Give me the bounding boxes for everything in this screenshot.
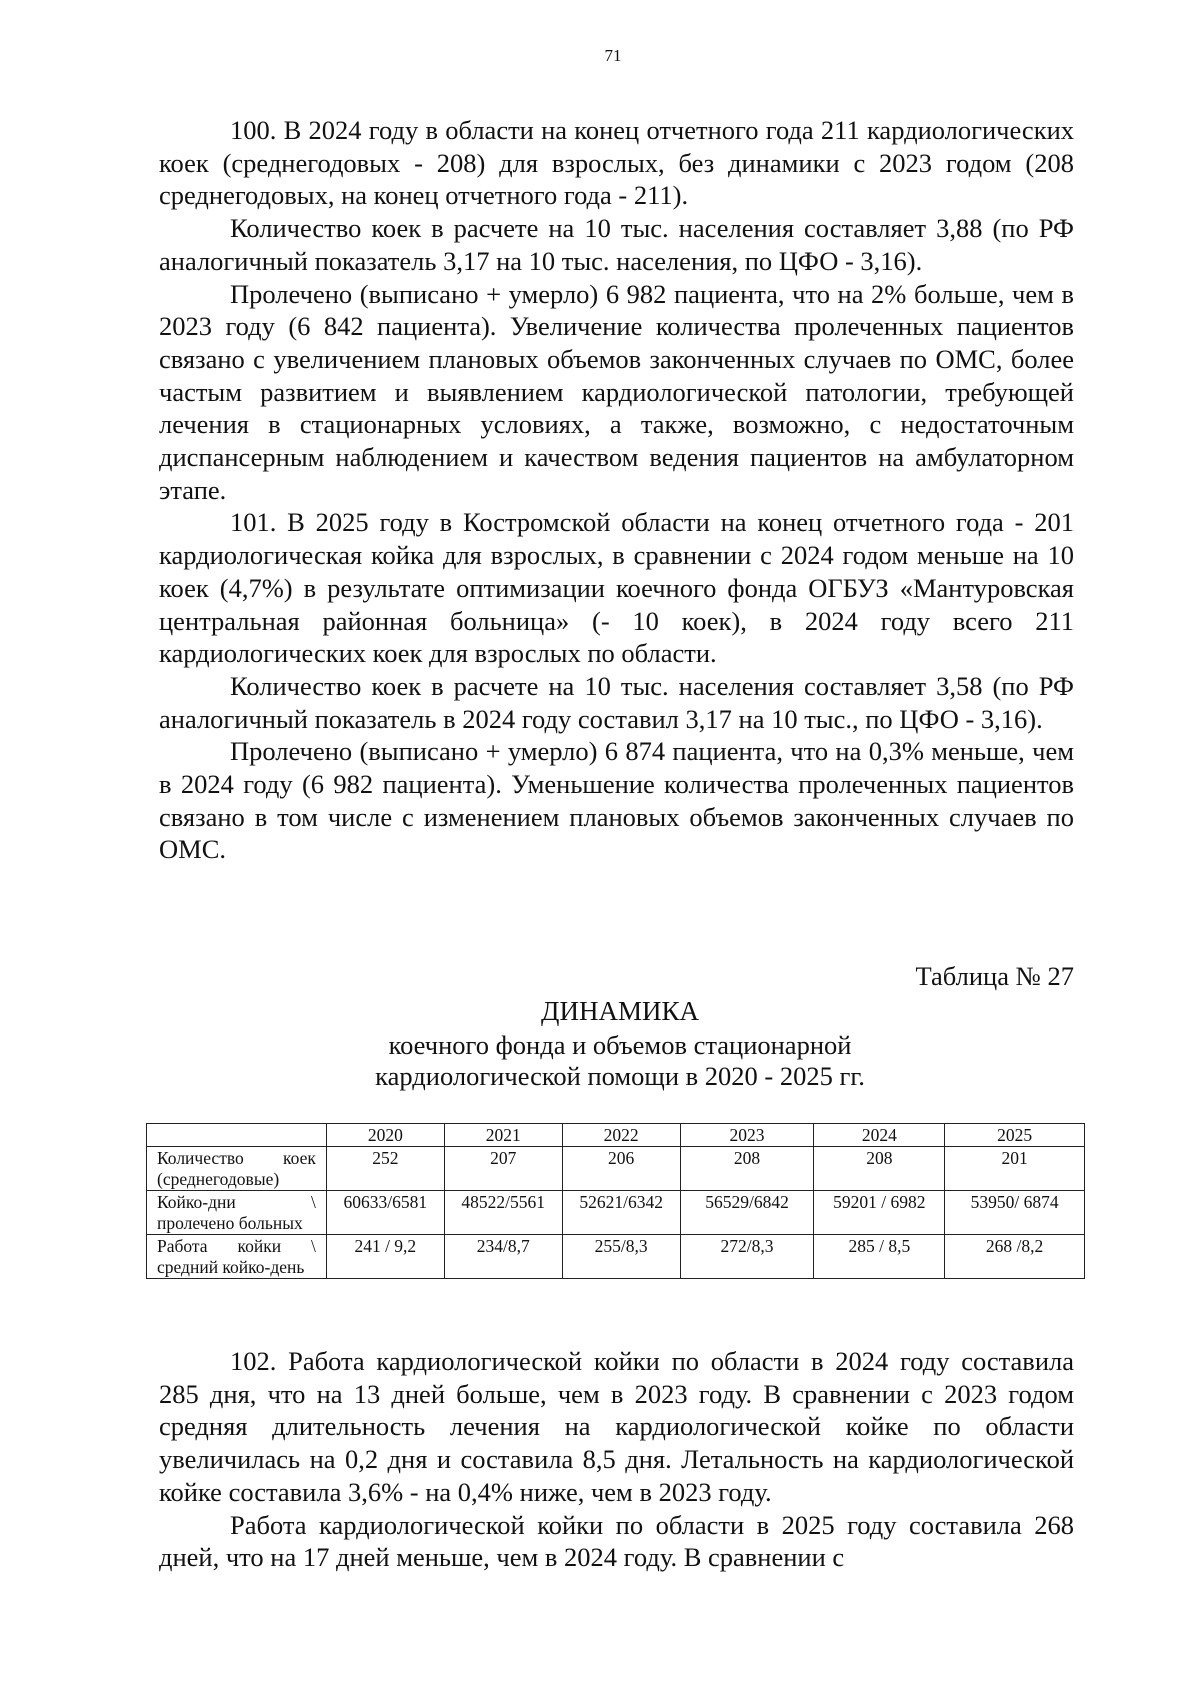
paragraph-beds-per-10k-2025: Количество коек в расчете на 10 тыс. населения составляет 3,58 (по РФ аналогичный показатель в 2024 году составил 3,17 на 10 тыс., по ЦФО - 3,16). (159, 670, 1074, 734)
body-text-top (159, 114, 1074, 866)
table-header-cell: 2020 (326, 1124, 444, 1147)
body-text-bottom (159, 1345, 1074, 1574)
table-caption: Таблица № 27 (915, 961, 1074, 991)
paragraph-102: 102. Работа кардиологической койки по области в 2024 году составила 285 дня, что на 13 дней больше, чем в 2023 году. В сравнении с 2023 годом средняя длительность лечения на кардиологической койке по области увеличилась на 0,2 дня и составила 8,5 дня. Летальность на кардиологической койке составила 3,6% - на 0,4% ниже, чем в 2023 году. (159, 1346, 1074, 1507)
paragraph-treated-2025: Пролечено (выписано + умерло) 6 874 пациента, что на 0,3% меньше, чем в 2024 году (6 982 пациента). Уменьшение количества пролеченных пациентов связано в том числе с изменением плановых объемов законченных случаев по ОМС. (159, 736, 1074, 865)
table-header-cell (147, 1124, 327, 1147)
table-header-cell: 2024 (814, 1124, 945, 1147)
paragraph-101: 101. В 2025 году в Костромской области на конец отчетного года - 201 кардиологическая койка для взрослых, в сравнении с 2024 годом меньше на 10 коек (4,7%) в результате оптимизации коечного фонда ОГБУЗ «Мантуровская центральная районная больница» (- 10 коек), в 2024 году всего 211 кардиологических коек для взрослых по области. (159, 507, 1074, 669)
table-cell: 56529/6842 (680, 1191, 814, 1235)
table-cell: 268 /8,2 (945, 1235, 1085, 1279)
paragraph-beds-per-10k-2024: Количество коек в расчете на 10 тыс. населения составляет 3,88 (по РФ аналогичный показатель 3,17 на 10 тыс. населения, по ЦФО - 3,16). (159, 213, 1074, 276)
table-header-cell: 2021 (444, 1124, 562, 1147)
table-cell: 207 (444, 1147, 562, 1191)
table-header-row (147, 1124, 1085, 1147)
table-cell: 48522/5561 (444, 1191, 562, 1235)
table-row (147, 1235, 1085, 1279)
table-header-cell: 2022 (562, 1124, 680, 1147)
row-label: Койко-дни \ пролечено больных (147, 1191, 327, 1235)
paragraph-bed-work-2025: Работа кардиологической койки по области в 2025 году составила 268 дней, что на 17 дней меньше, чем в 2024 году. В сравнении с (159, 1509, 1074, 1573)
table-title-block (0, 996, 1200, 1092)
bed-dynamics-table (146, 1123, 1085, 1279)
paragraph-treated-2024: Пролечено (выписано + умерло) 6 982 пациента, что на 2% больше, чем в 2023 году (6 842 пациента). Увеличение количества пролеченных пациентов связано с увеличением плановых объемов законченных случаев по ОМС, более частым развитием и выявлением кардиологической патологии, требующей лечения в стационарных условиях, а также, возможно, с недостаточным диспансерным наблюдением и качеством ведения пациентов на амбулаторном этапе. (159, 278, 1074, 505)
table-cell: 272/8,3 (680, 1235, 814, 1279)
table-cell: 255/8,3 (562, 1235, 680, 1279)
table-cell: 59201 / 6982 (814, 1191, 945, 1235)
paragraph-100: 100. В 2024 году в области на конец отчетного года 211 кардиологических коек (среднегодовых - 208) для взрослых, без динамики с 2023 годом (208 среднегодовых, на конец отчетного года - 211). (159, 115, 1074, 211)
table-subtitle-line-1: коечного фонда и объемов стационарной (388, 1030, 852, 1060)
table-cell: 285 / 8,5 (814, 1235, 945, 1279)
table-cell: 60633/6581 (326, 1191, 444, 1235)
table-cell: 208 (680, 1147, 814, 1191)
table-cell: 201 (945, 1147, 1085, 1191)
row-label: Количество коек (среднегодовые) (147, 1147, 327, 1191)
table-cell: 252 (326, 1147, 444, 1191)
table-cell: 208 (814, 1147, 945, 1191)
table-cell: 234/8,7 (444, 1235, 562, 1279)
row-label: Работа койки \ средний койко-день (147, 1235, 327, 1279)
table-cell: 206 (562, 1147, 680, 1191)
table-subtitle-line-2: кардиологической помощи в 2020 - 2025 гг. (375, 1061, 865, 1091)
page-number: 71 (604, 46, 622, 65)
table-cell: 52621/6342 (562, 1191, 680, 1235)
table-header-cell: 2023 (680, 1124, 814, 1147)
table-title: ДИНАМИКА (541, 996, 699, 1026)
table-row (147, 1147, 1085, 1191)
table-header-cell: 2025 (945, 1124, 1085, 1147)
table-cell: 53950/ 6874 (945, 1191, 1085, 1235)
table-cell: 241 / 9,2 (326, 1235, 444, 1279)
table-row (147, 1191, 1085, 1235)
